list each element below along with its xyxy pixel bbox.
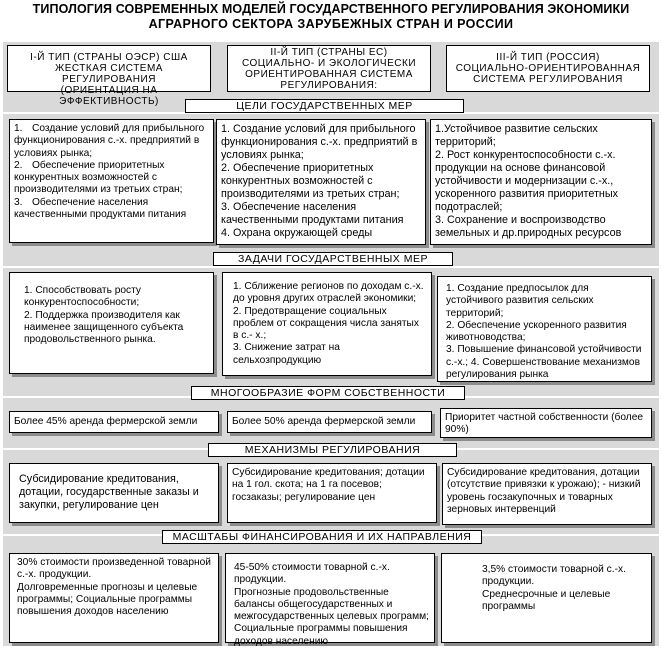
- list-item: Долговременные прогнозы и целевые программы; Социальные программы повышения доходов населению: [17, 581, 198, 618]
- tasks-col-2: [222, 272, 432, 376]
- section-ownership-header: МНОГООБРАЗИЕ ФОРМ СОБСТВЕННОСТИ: [191, 386, 465, 400]
- section-finance-header: МАСШТАБЫ ФИНАНСИРОВАНИЯ И ИХ НАПРАВЛЕНИЯ: [162, 530, 482, 544]
- ownership-col-3: Приоритет частной собственности (более 90%): [440, 408, 652, 438]
- type-1-header: I-Й ТИП (СТРАНЫ ОЭСР) США ЖЕСТКАЯ СИСТЕМА РЕГУЛИРОВАНИЯ (ОРИЕНТАЦИЯ НА ЭФФЕКТИВНОСТЬ): [7, 45, 211, 92]
- section-goals-header: ЦЕЛИ ГОСУДАРСТВЕННЫХ МЕР: [185, 99, 464, 113]
- finance-col-1: [9, 553, 219, 643]
- mechanisms-col-2: Субсидирование кредитования; дотации на 1 гол. скота; на 1 га посевов; госзаказы; регулирование цен: [227, 463, 437, 523]
- mechanisms-col-1: Субсидирование кредитования, дотации, государственные заказы и закупки, регулирование цен: [9, 463, 219, 523]
- list-item: 3. Снижение затрат на сельхозпродукцию: [233, 342, 340, 366]
- list-item: 2. Предотвращение социальных проблем от сокращения числа занятых в с.- х.;: [233, 305, 419, 342]
- mechanisms-col-3: Субсидирование кредитования, дотации (отсутствие привязки к урожаю); - низкий уровень госзакупочных и товарных зерновых интервенций: [442, 463, 652, 525]
- section-mechanisms-header: МЕХАНИЗМЫ РЕГУЛИРОВАНИЯ: [208, 443, 457, 457]
- goals-col-2: [216, 119, 426, 245]
- goals-col-3: [430, 119, 652, 245]
- list-item: 1. Создание предпосылок для устойчивого развития сельских территорий;: [446, 283, 594, 319]
- list-item: 4. Охрана окружающей среды: [221, 227, 373, 239]
- list-item: 2. Обеспечение приоритетных конкурентных возможностей с производителями из третьих стран;: [14, 159, 183, 196]
- list-item: 2. Поддержка производителя как наименее защищенного субъекта продовольственного рынка.: [24, 309, 184, 346]
- list-item: Прогнозные продовольственные балансы общегосударственных и межгосударственных целевых программ; Социальные программы повышения доходов населению: [234, 586, 429, 647]
- list-item: 2. Обеспечение ускоренного развития животноводства;: [446, 319, 627, 344]
- section-tasks-header: ЗАДАЧИ ГОСУДАРСТВЕННЫХ МЕР: [213, 252, 453, 266]
- title-line-1: ТИПОЛОГИЯ СОВРЕМЕННЫХ МОДЕЛЕЙ ГОСУДАРСТВЕННОГО РЕГУЛИРОВАНИЯ ЭКОНОМИКИ: [32, 2, 630, 16]
- tasks-col-1: [9, 272, 214, 374]
- list-item: 1. Создание условий для прибыльного функционирования с.-х. предприятий в условиях рынка;: [14, 123, 205, 159]
- type-3-header: III-Й ТИП (РОССИЯ) СОЦИАЛЬНО-ОРИЕНТИРОВАННАЯ СИСТЕМА РЕГУЛИРОВАНИЯ: [446, 45, 650, 92]
- list-item: 3,5% стоимости товарной с.-х. продукции.: [482, 564, 626, 588]
- tasks-col-3: [437, 276, 652, 382]
- diagram-title: [10, 2, 652, 32]
- ownership-col-2: Более 50% аренда фермерской земли: [227, 411, 432, 433]
- list-item: 1. Сближение регионов по доходам с.-х. до уровня других отраслей экономики;: [233, 281, 424, 305]
- list-item: 3. Обеспечение населения качественными продуктами питания: [221, 201, 404, 226]
- list-item: 2. Обеспечение приоритетных конкурентных возможностей с производителями из третьих стран;: [221, 162, 400, 200]
- list-item: 30% стоимости произведенной товарной с.-х. продукции.: [17, 557, 211, 581]
- finance-col-2: [225, 553, 435, 647]
- list-item: 3. Повышение финансовой устойчивости с.-х.; 4. Совершенствование механизмов регулирования рынка: [446, 344, 642, 381]
- title-line-2: АГРАРНОГО СЕКТОРА ЗАРУБЕЖНЫХ СТРАН И РОССИИ: [148, 17, 514, 31]
- finance-col-3: [441, 553, 652, 643]
- list-item: 45-50% стоимости товарной с.-х. продукции.: [234, 562, 390, 586]
- type-2-header: II-Й ТИП (СТРАНЫ ЕС) СОЦИАЛЬНО- И ЭКОЛОГИЧЕСКИ ОРИЕНТИРОВАННАЯ СИСТЕМА РЕГУЛИРОВАНИЯ:: [227, 45, 431, 92]
- list-item: 1. Создание условий для прибыльного функционирования с.-х. предприятий в условиях рынка;: [221, 123, 418, 161]
- list-item: 3. Обеспечение населения качественными продуктами питания: [14, 196, 187, 221]
- list-item: 3. Сохранение и воспроизводство земельных и др.природных ресурсов: [435, 214, 622, 239]
- list-item: 1. Способствовать росту конкурентоспособности;: [24, 285, 142, 309]
- list-item: Среднесрочные и целевые программы: [482, 588, 611, 612]
- goals-col-1: [9, 119, 214, 243]
- ownership-col-1: Более 45% аренда фермерской земли: [9, 411, 219, 433]
- list-item: 2. Рост конкурентоспособности с.-х. продукции на основе финансовой устойчивости и модернизации с.-х., ускоренного развития приоритетных подотраслей;: [435, 149, 619, 213]
- list-item: 1.Устойчивое развитие сельских территорий;: [435, 123, 598, 148]
